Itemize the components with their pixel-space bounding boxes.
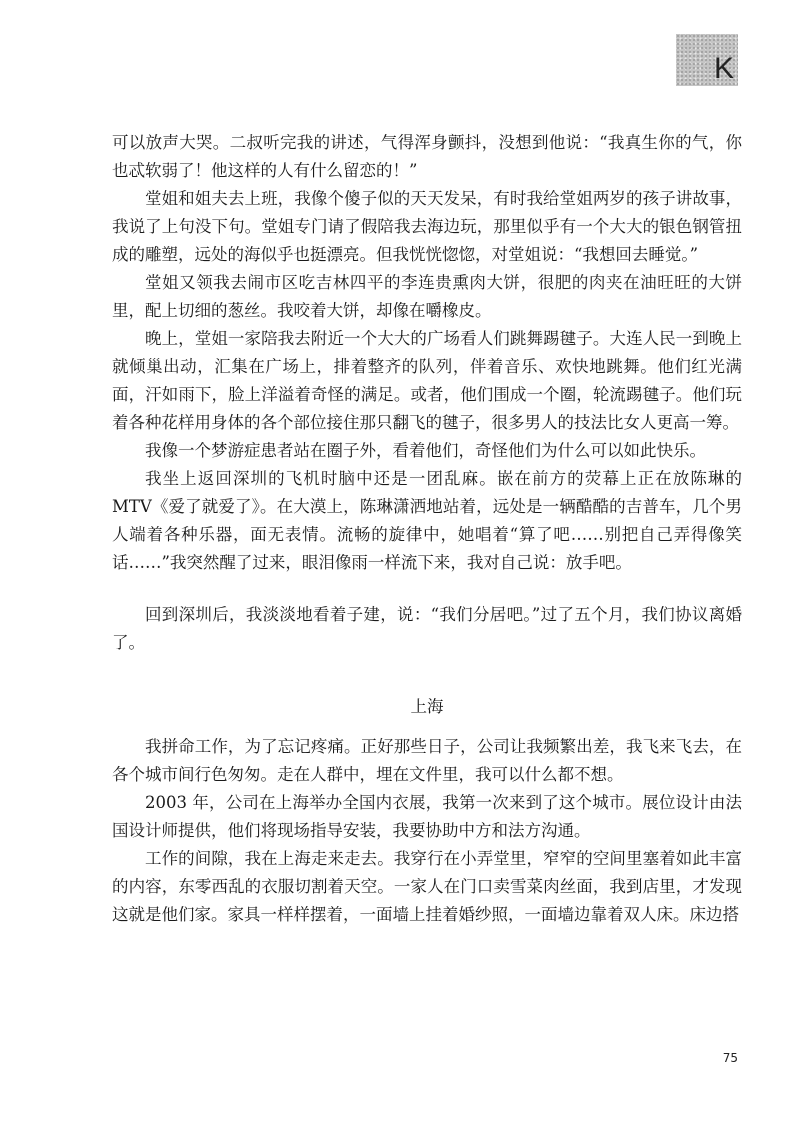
paragraph: 工作的间隙，我在上海走来走去。我穿行在小弄堂里，窄窄的空间里塞着如此丰富的内容，东零西乱的衣服切割着天空。一家人在门口卖雪菜肉丝面，我到店里，才发现这就是他们家。家具一样样摆着，一面墙上挂着婚纱照，一面墙边靠着双人床。床边搭 bbox=[112, 849, 742, 924]
paragraph: 我拼命工作，为了忘记疼痛。正好那些日子，公司让我频繁出差，我飞来飞去，在各个城市间行色匆匆。走在人群中，埋在文件里，我可以什么都不想。 bbox=[112, 737, 742, 784]
paragraph: 堂姐又领我去闹市区吃吉林四平的李连贵熏肉大饼，很肥的肉夹在油旺旺的大饼里，配上切细的葱丝。我咬着大饼，却像在嚼橡皮。 bbox=[112, 273, 742, 320]
paragraph: 2003 年，公司在上海举办全国内衣展，我第一次来到了这个城市。展位设计由法国设计师提供，他们将现场指导安装，我要协助中方和法方沟通。 bbox=[112, 793, 742, 840]
paragraph: 可以放声大哭。二叔听完我的讲述，气得浑身颤抖，没想到他说：“我真生你的气，你也忒软弱了！他这样的人有什么留恋的！” bbox=[112, 133, 742, 180]
paragraph: 晚上，堂姐一家陪我去附近一个大大的广场看人们跳舞踢毽子。大连人民一到晚上就倾巢出动，汇集在广场上，排着整齐的队列，伴着音乐、欢快地跳舞。他们红光满面，汗如雨下，脸上洋溢着奇怪的满足。或者，他们围成一个圈，轮流踢毽子。他们玩着各种花样用身体的各个部位接住那只翻飞的毽子，很多男人的技法比女人更高一筹。 bbox=[112, 329, 742, 432]
body-text bbox=[112, 129, 742, 929]
paragraph: 堂姐和姐夫去上班，我像个傻子似的天天发呆，有时我给堂姐两岁的孩子讲故事，我说了上句没下句。堂姐专门请了假陪我去海边玩，那里似乎有一个大大的银色钢管扭成的雕塑，远处的海似乎也挺漂亮。但我恍恍惚惚，对堂姐说：“我想回去睡觉。” bbox=[112, 189, 742, 264]
paragraph: 我像一个梦游症患者站在圈子外，看着他们，奇怪他们为什么可以如此快乐。 bbox=[145, 441, 706, 460]
chapter-letter: K bbox=[713, 52, 734, 85]
paragraph: 我坐上返回深圳的飞机时脑中还是一团乱麻。嵌在前方的荧幕上正在放陈琳的MTV《爱了就爱了》。在大漠上，陈琳潇洒地站着，远处是一辆酷酷的吉普车，几个男人端着各种乐器，面无表情。流畅的旋律中，她唱着“算了吧……别把自己弄得像笑话……”我突然醒了过来，眼泪像雨一样流下来，我对自己说：放手吧。 bbox=[112, 469, 742, 572]
page-number: 75 bbox=[722, 1051, 738, 1065]
section-heading: 上海 bbox=[410, 697, 444, 716]
chapter-tab bbox=[676, 34, 738, 86]
paragraph: 回到深圳后，我淡淡地看着子建，说：“我们分居吧。”过了五个月，我们协议离婚了。 bbox=[112, 605, 742, 652]
